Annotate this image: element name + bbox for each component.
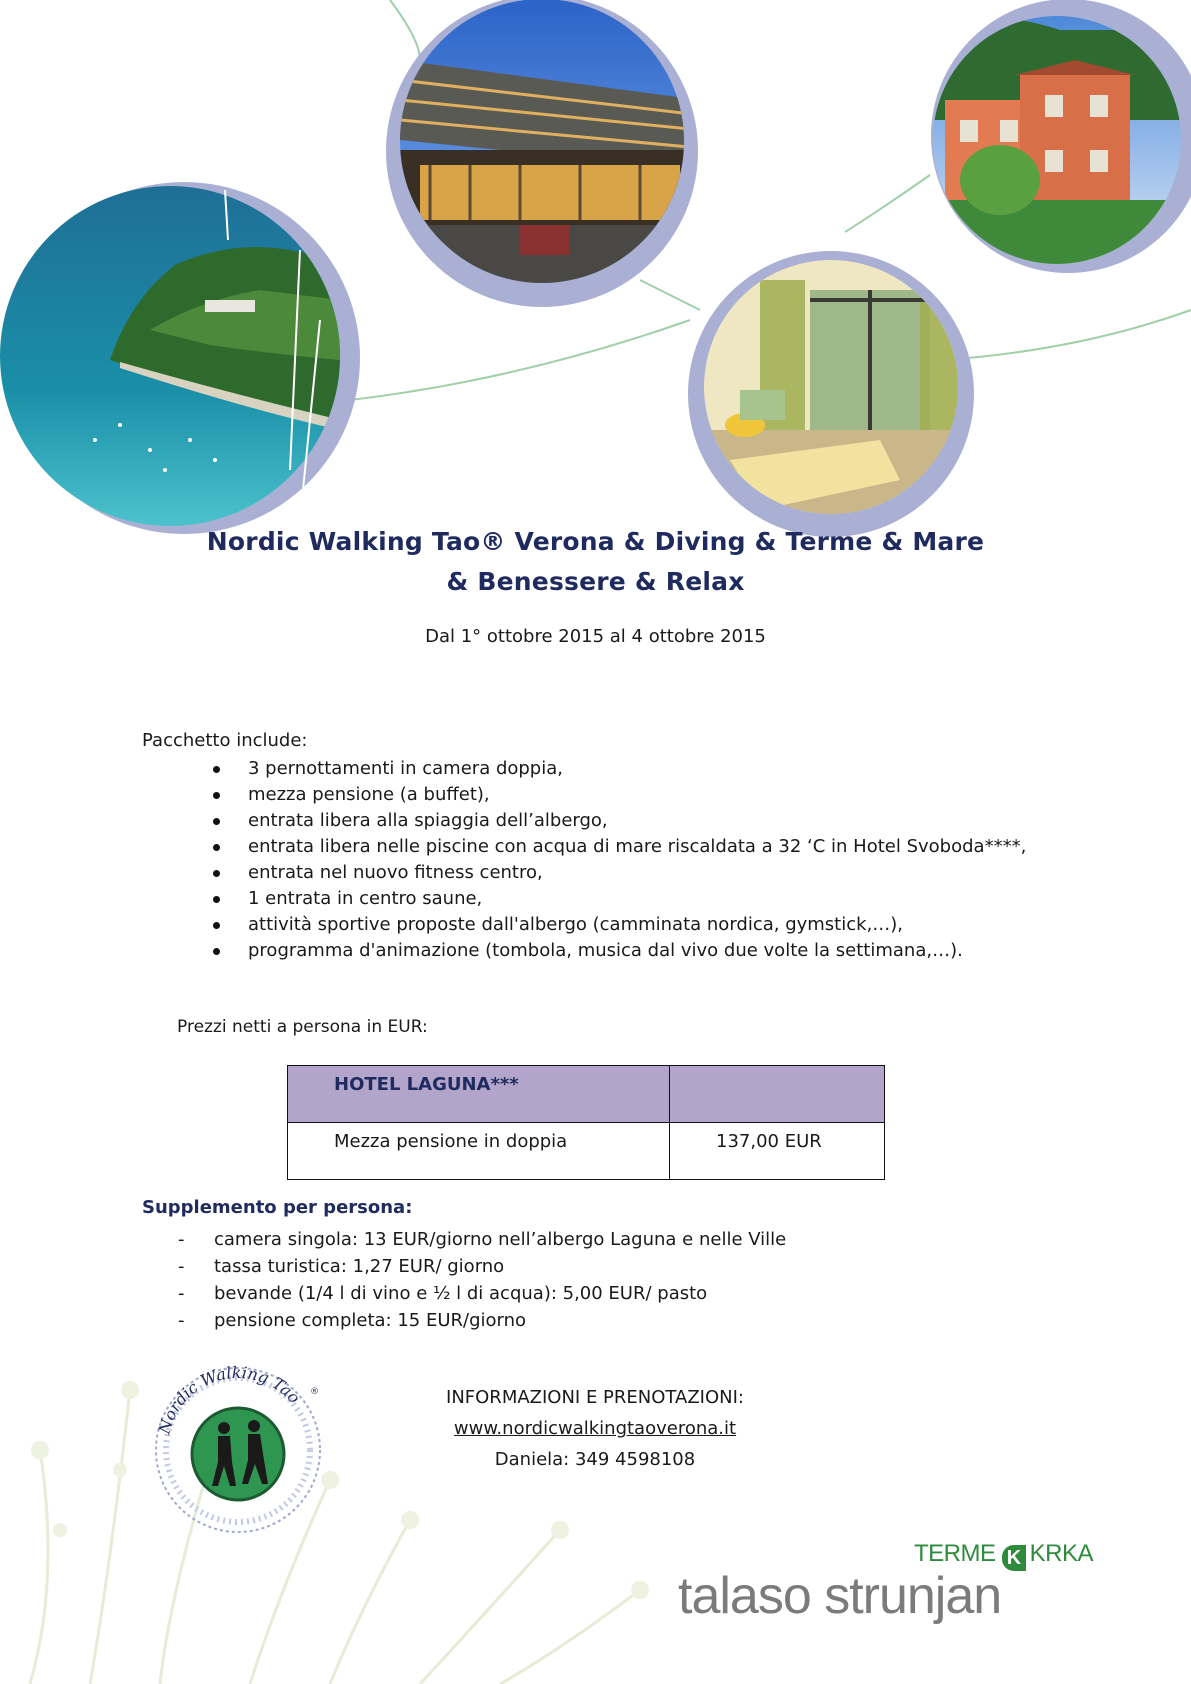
page-title-line1: Nordic Walking Tao® Verona & Diving & Terme & Mare bbox=[206, 527, 985, 556]
list-item: - tassa turistica: 1,27 EUR/ giorno bbox=[178, 1256, 505, 1277]
table-cell-price: 137,00 EUR bbox=[670, 1123, 885, 1180]
bullet-icon bbox=[213, 766, 220, 773]
nordic-walking-tao-logo bbox=[138, 1362, 338, 1534]
list-item: programma d'animazione (tombola, musica dal vivo due volte la settimana,…). bbox=[210, 938, 1026, 964]
list-item: mezza pensione (a buffet), bbox=[210, 782, 1026, 808]
package-heading: Pacchetto include: bbox=[142, 730, 308, 751]
list-item: - pensione completa: 15 EUR/giorno bbox=[178, 1310, 527, 1331]
table-header-row bbox=[288, 1066, 885, 1123]
list-item: - bevande (1/4 l di vino e ½ l di acqua): 5,00 EUR/ pasto bbox=[178, 1283, 708, 1304]
hotel-name: HOTEL LAGUNA*** bbox=[334, 1074, 519, 1095]
svg-text:Nordic Walking Tao: Nordic Walking Tao bbox=[154, 1362, 305, 1437]
bullet-icon bbox=[213, 948, 220, 955]
supplement-list bbox=[178, 1226, 786, 1334]
krka-icon: K bbox=[1002, 1545, 1026, 1571]
table-cell-label: Mezza pensione in doppia bbox=[288, 1123, 670, 1180]
coast-photo bbox=[0, 182, 360, 534]
bullet-icon bbox=[213, 870, 220, 877]
svg-text:®: ® bbox=[310, 1387, 319, 1397]
list-item: 3 pernottamenti in camera doppia, bbox=[210, 756, 1026, 782]
terme-krka-logo: TERME K KRKA bbox=[914, 1540, 1094, 1569]
info-heading: INFORMAZIONI E PRENOTAZIONI: bbox=[446, 1387, 744, 1408]
bullet-icon bbox=[213, 818, 220, 825]
list-item: entrata nel nuovo fitness centro, bbox=[210, 860, 1026, 886]
list-item: entrata libera alla spiaggia dell’albergo, bbox=[210, 808, 1026, 834]
supplement-heading: Supplemento per persona: bbox=[142, 1197, 413, 1218]
hotel-room-photo bbox=[688, 251, 974, 537]
list-item: entrata libera nelle piscine con acqua di mare riscaldata a 32 ‘C in Hotel Svoboda****, bbox=[210, 834, 1026, 860]
talaso-strunjan-logo: talaso strunjan bbox=[678, 1567, 1002, 1625]
villa-photo bbox=[930, 0, 1191, 280]
bullet-icon bbox=[213, 844, 220, 851]
table-row bbox=[288, 1123, 885, 1180]
website-link[interactable]: www.nordicwalkingtaoverona.it bbox=[453, 1418, 737, 1439]
hotel-exterior-photo bbox=[386, 0, 700, 307]
contact-phone: Daniela: 349 4598108 bbox=[494, 1449, 696, 1470]
bullet-icon bbox=[213, 922, 220, 929]
package-list bbox=[210, 756, 1026, 964]
list-item: attività sportive proposte dall'albergo (camminata nordica, gymstick,…), bbox=[210, 912, 1026, 938]
bullet-icon bbox=[213, 896, 220, 903]
list-item: - camera singola: 13 EUR/giorno nell’albergo Laguna e nelle Ville bbox=[178, 1229, 787, 1250]
event-dates: Dal 1° ottobre 2015 al 4 ottobre 2015 bbox=[425, 626, 766, 647]
photo-collage bbox=[0, 0, 1191, 560]
price-table bbox=[287, 1065, 885, 1180]
page-title-line2: & Benessere & Relax bbox=[446, 567, 745, 596]
bullet-icon bbox=[213, 792, 220, 799]
prices-heading: Prezzi netti a persona in EUR: bbox=[177, 1017, 428, 1037]
lavender-background bbox=[0, 1330, 700, 1684]
list-item: 1 entrata in centro saune, bbox=[210, 886, 1026, 912]
